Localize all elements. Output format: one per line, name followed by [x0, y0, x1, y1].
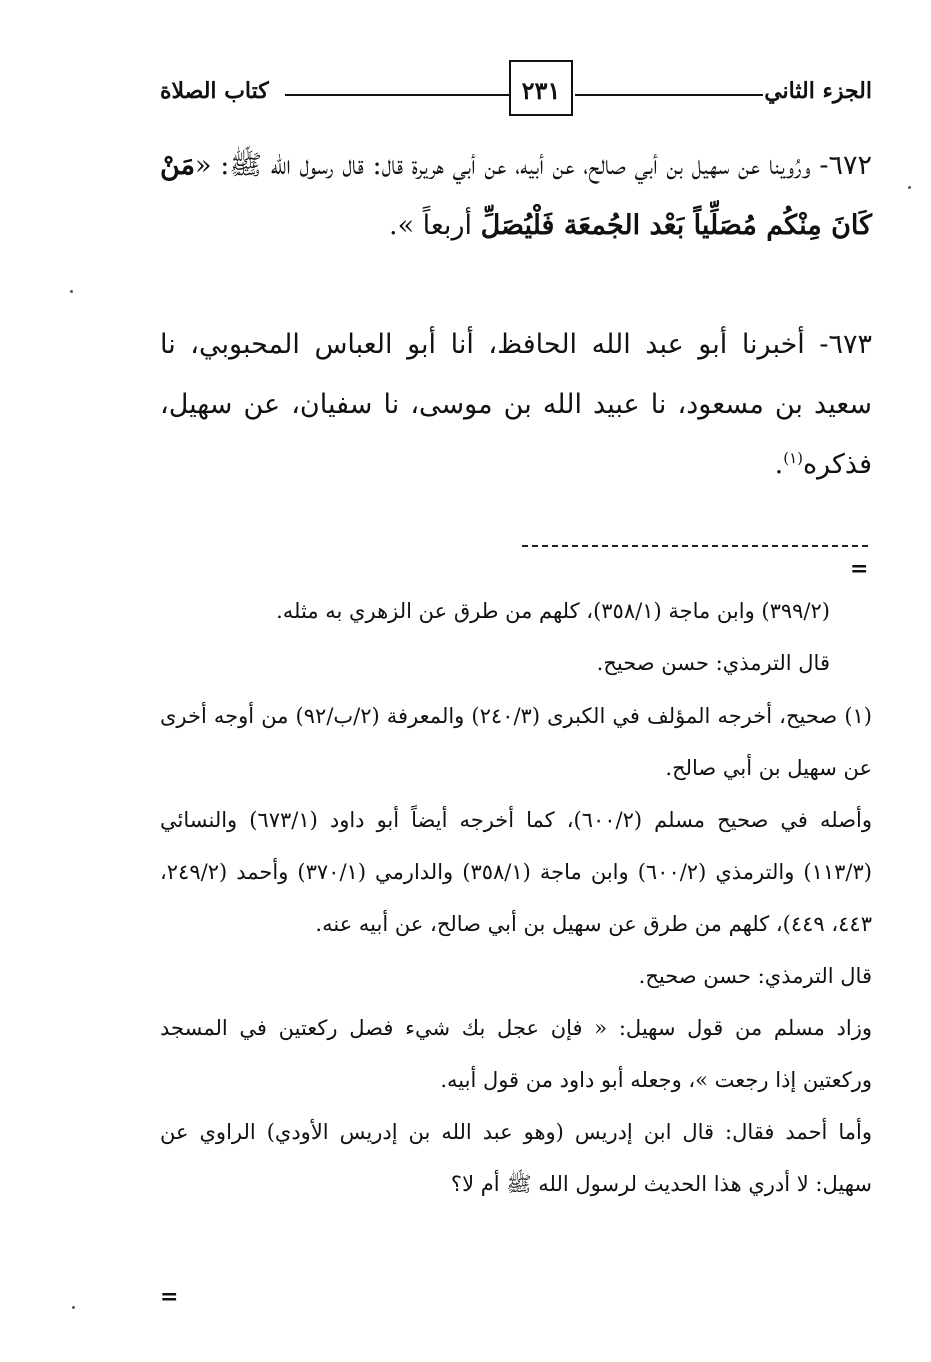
footnote-continued	[160, 585, 872, 689]
continued-marker: =	[850, 556, 869, 582]
hadith-672-tail: أربعاً ».	[389, 210, 481, 241]
footnote-line: قال الترمذي: حسن صحيح.	[596, 651, 830, 675]
footnote-1-paragraph: وأصله في صحيح مسلم (٦٠٠/٢)، كما أخرجه أيضاً أبو داود (٦٧٣/١) والنسائي (١١٣/٣) والترمذي (٦٠٠/٢) وابن ماجة (٣٥٨/١) والدارمي (٣٧٠/١) وأحمد (٢٤٩/٢، ٤٤٣، ٤٤٩)، كلهم من طرق عن سهيل بن أبي صالح، عن أبيه عنه.	[160, 808, 872, 936]
hadith-673-text: ٦٧٣- أخبرنا أبو عبد الله الحافظ، أنا أبو العباس المحبوبي، نا سعيد بن مسعود، نا عبيد الله بن موسى، نا سفيان، عن سهيل، فذكره	[160, 329, 872, 480]
footnote-1-paragraph: وزاد مسلم من قول سهيل: « فإن عجل بك شيء فصل ركعتين في المسجد وركعتين إذا رجعت »، وجعله أبو داود من قول أبيه.	[160, 1016, 872, 1092]
footnote-line: (٣٩٩/٢) وابن ماجة (٣٥٨/١)، كلهم من طرق عن الزهري به مثله.	[276, 599, 830, 623]
volume-label: الجزء الثاني	[764, 78, 872, 104]
hadith-672-quote: مَنْ كَانَ مِنْكُم مُصَلِّياً بَعْد الجُمعَة فَلْيُصَلِّ	[160, 150, 872, 241]
hadith-672	[160, 136, 872, 256]
footnote-1	[160, 690, 872, 1210]
footnote-1-first: (١) صحيح، أخرجه المؤلف في الكبرى (٢٤٠/٣) والمعرفة (٢/ب/٩٢) من أوجه أخرى عن سهيل بن أبي صالح.	[160, 704, 872, 780]
book-title: كتاب الصلاة	[160, 78, 269, 104]
page-number-box	[509, 60, 573, 116]
footnote-ref-1: (١)	[783, 449, 804, 467]
footnote-1-paragraph: وأما أحمد فقال: قال ابن إدريس (وهو عبد الله بن إدريس الأودي) الراوي عن سهيل: لا أدري هذا الحديث لرسول الله ﷺ أم لا؟	[160, 1120, 872, 1196]
page-number: ٢٣١	[521, 76, 561, 105]
footnote-1-paragraph: قال الترمذي: حسن صحيح.	[638, 964, 872, 988]
hadith-672-lead: ٦٧٢- ورُوينا عن سهيل بن أبي صالح، عن أبيه، عن أبي هريرة قال: قال رسول الله ﷺ: «	[195, 150, 872, 181]
hadith-673	[160, 315, 872, 495]
running-header	[160, 58, 872, 120]
continues-marker: =	[160, 1284, 179, 1310]
header-rule-left	[285, 94, 509, 96]
margin-speck	[70, 290, 73, 293]
footnote-separator	[522, 545, 868, 547]
margin-speck	[72, 1306, 75, 1309]
header-rule-right	[575, 94, 763, 96]
margin-speck	[908, 186, 911, 189]
hadith-673-end: .	[774, 449, 784, 480]
